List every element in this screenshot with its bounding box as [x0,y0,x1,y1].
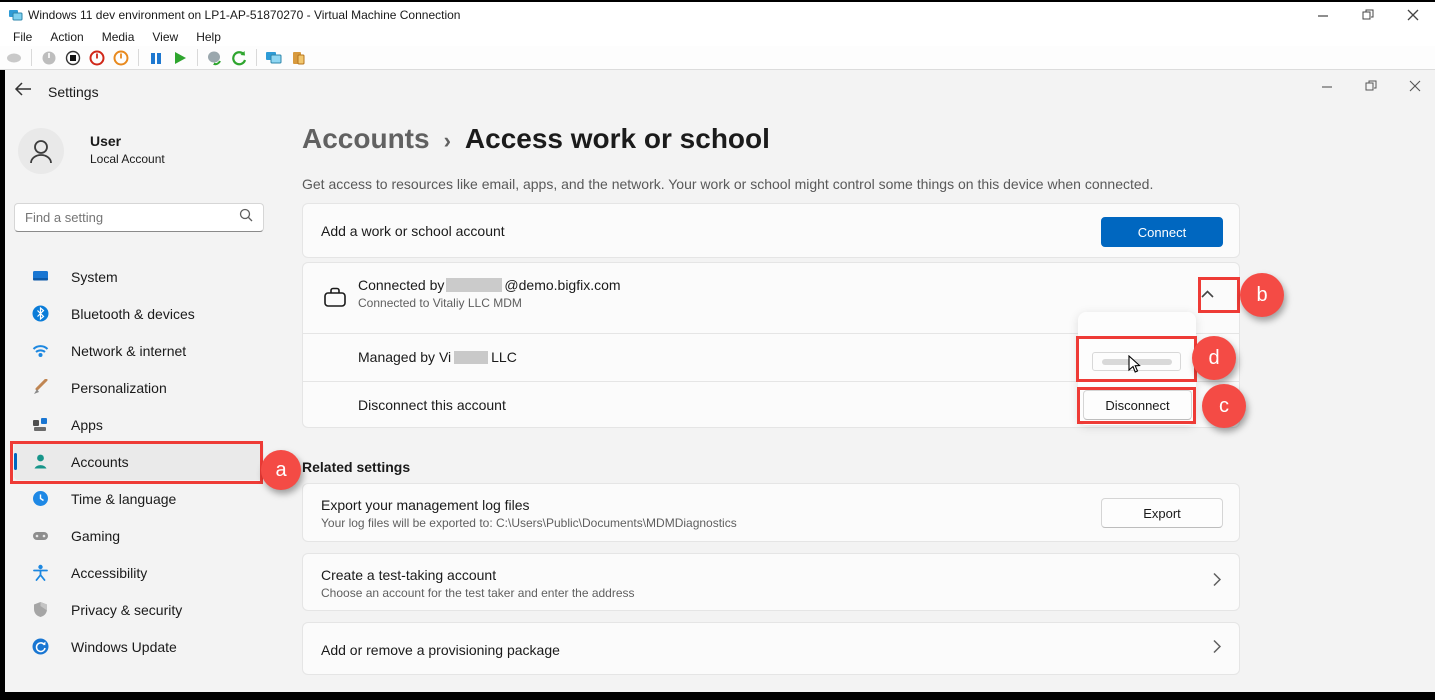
test-taking-subtitle: Choose an account for the test taker and enter the address [321,586,635,600]
sidebar-item-system[interactable]: System [14,258,264,295]
system-icon [32,268,49,285]
connect-button[interactable]: Connect [1101,217,1223,247]
clock-icon [32,490,49,507]
provisioning-title: Add or remove a provisioning package [321,642,560,658]
disconnect-row-label: Disconnect this account [358,397,506,413]
menu-action[interactable]: Action [50,29,84,44]
export-card [302,483,1240,542]
checkpoint-icon[interactable] [206,49,224,67]
menu-help[interactable]: Help [196,29,221,44]
toolbar-separator [256,49,257,66]
bluetooth-icon [32,305,49,322]
toolbar-separator [31,49,32,66]
redacted-org-name [454,351,488,364]
managed-by-text: Managed by Vi LLC [358,349,517,365]
turn-off-icon[interactable] [64,49,82,67]
settings-close-icon[interactable] [1405,76,1425,96]
vm-display-bottom-border [0,692,1435,700]
paintbrush-icon [32,379,49,396]
sidebar-item-privacy[interactable]: Privacy & security [14,591,264,628]
annotation-circle-b: b [1240,273,1284,317]
shut-down-icon[interactable] [88,49,106,67]
chevron-right-icon [1213,573,1221,592]
annotation-box-a [10,441,263,484]
export-title: Export your management log files [321,497,530,513]
vm-window-title: Windows 11 dev environment on LP1-AP-51870270 - Virtual Machine Connection [28,7,461,22]
sidebar-item-network[interactable]: Network & internet [14,332,264,369]
search-box[interactable] [14,203,264,232]
pause-icon[interactable] [147,49,165,67]
annotation-circle-a: a [261,450,301,490]
vm-title-bar [0,2,1435,27]
power-icon[interactable] [40,49,58,67]
sidebar-item-accounts[interactable]: Accounts [14,443,264,480]
sidebar-item-accessibility[interactable]: Accessibility [14,554,264,591]
add-account-card [302,203,1240,258]
start-icon[interactable] [171,49,189,67]
sidebar-item-windows-update[interactable]: Windows Update [14,628,264,665]
sidebar-item-bluetooth[interactable]: Bluetooth & devices [14,295,264,332]
test-taking-card[interactable] [302,553,1240,611]
user-name: User [90,133,122,149]
vm-minimize-icon[interactable] [1300,2,1345,27]
sidebar-item-gaming[interactable]: Gaming [14,517,264,554]
wifi-icon [32,342,49,359]
related-settings-heading: Related settings [302,459,411,475]
chevron-right-icon [1213,639,1221,658]
user-account-type: Local Account [90,152,165,166]
gamepad-icon [32,527,49,544]
annotation-box-c [1077,387,1196,424]
enhanced-session-icon[interactable] [265,49,283,67]
sidebar-item-personalization[interactable]: Personalization [14,369,264,406]
settings-minimize-icon[interactable] [1317,76,1337,96]
breadcrumb-separator: › [443,128,451,153]
annotation-box-b [1198,277,1240,313]
toolbar-separator [138,49,139,66]
shield-icon [32,601,49,618]
test-taking-title: Create a test-taking account [321,567,497,583]
connected-by-text: Connected by @demo.bigfix.com [358,277,621,293]
search-input[interactable] [15,210,239,225]
page-title: Access work or school [464,123,770,154]
share-icon[interactable] [289,49,307,67]
sidebar-item-apps[interactable]: Apps [14,406,264,443]
connected-to-text: Connected to Vitaliy LLC MDM [358,296,522,310]
back-arrow-icon[interactable] [14,82,34,102]
accessibility-person-icon [32,564,49,581]
avatar[interactable] [18,128,64,174]
vm-close-icon[interactable] [1390,2,1435,27]
vm-restore-icon[interactable] [1345,2,1390,27]
toolbar-separator [197,49,198,66]
briefcase-icon [323,286,347,313]
add-account-label: Add a work or school account [321,223,505,239]
search-icon [239,208,253,227]
apps-grid-icon [32,416,49,433]
menu-view[interactable]: View [152,29,179,44]
breadcrumb-accounts[interactable]: Accounts [302,123,430,154]
vm-toolbar [0,46,1435,70]
annotation-circle-d: d [1192,336,1236,380]
export-subtitle: Your log files will be exported to: C:\Users\Public\Documents\MDMDiagnostics [321,516,737,530]
menu-file[interactable]: File [13,29,33,44]
menu-media[interactable]: Media [101,29,135,44]
ctrl-alt-del-icon[interactable] [5,49,23,67]
vm-menu-bar [0,27,1435,46]
vm-display-area [0,70,1435,700]
redacted-username [446,278,502,292]
hyperv-app-icon [8,7,24,28]
settings-app-title: Settings [48,84,99,100]
revert-icon[interactable] [230,49,248,67]
page-description: Get access to resources like email, apps, and the network. Your work or school might control some things on this device when connected. [302,176,1154,192]
update-icon [32,638,49,655]
mouse-cursor-icon [1128,355,1142,380]
vm-display-left-border [0,70,5,700]
disconnect-button[interactable]: Disconnect [1083,390,1192,420]
export-button[interactable]: Export [1101,498,1223,528]
breadcrumb [302,123,770,155]
annotation-circle-c: c [1202,384,1246,428]
sidebar-item-time-language[interactable]: Time & language [14,480,264,517]
settings-restore-icon[interactable] [1361,76,1381,96]
save-state-icon[interactable] [112,49,130,67]
provisioning-card[interactable] [302,622,1240,675]
